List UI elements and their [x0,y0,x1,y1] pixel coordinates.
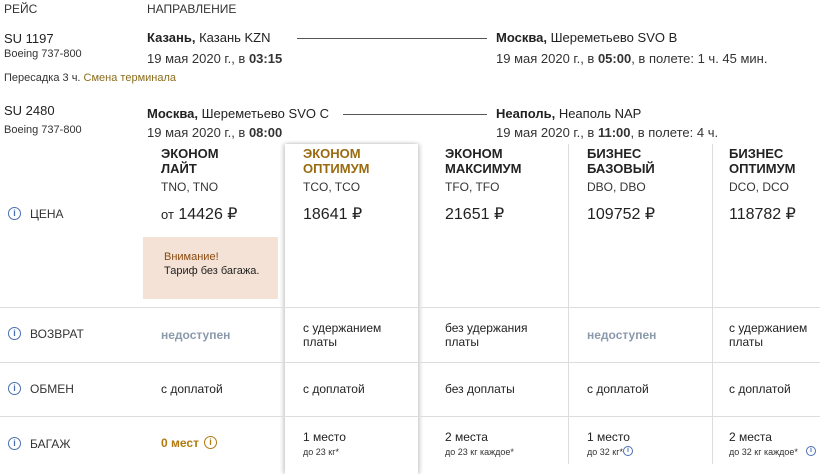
row-divider [0,362,820,363]
arrival-datetime: 19 мая 2020 г., в 11:00, в полете: 4 ч. [496,125,719,140]
aircraft-type: Boeing 737-800 [4,124,82,136]
info-icon[interactable]: i [8,327,21,340]
tariff-code: TCO, TCO [303,180,361,194]
baggage-value: 0 мест [161,436,199,450]
price-value[interactable]: от 14426 ₽ [161,206,238,223]
refund-value: недоступен [161,328,231,342]
terminal-change: Смена терминала [83,72,177,84]
baggage-weight: до 23 кг* [303,447,339,457]
tariff-econom-optimum[interactable]: ЭКОНОМ ОПТИМУМ [303,146,370,176]
column-divider [568,144,569,464]
tariff-econom-maximum[interactable]: ЭКОНОМ МАКСИМУМ [445,146,522,176]
info-icon[interactable]: i [8,382,21,395]
arrival-datetime: 19 мая 2020 г., в 05:00, в полете: 1 ч. 45 мин. [496,51,768,66]
baggage-value: 1 место [587,430,630,444]
price-value[interactable]: 18641 ₽ [303,206,363,223]
info-icon[interactable]: i [204,436,217,449]
baggage-value: 2 места [445,430,488,444]
refund-value: без удержания платы [445,321,528,349]
tariff-code: TNO, TNO [161,180,219,194]
refund-value: с удержанием платы [303,321,382,349]
flight-number: SU 2480 [4,103,55,118]
route-line [297,38,487,39]
baggage-row-label: БАГАЖ [30,437,71,451]
row-divider [0,307,820,308]
exchange-value: без доплаты [445,382,515,396]
info-icon[interactable]: i [623,446,633,456]
price-row-label: ЦЕНА [30,207,64,221]
departure-city: Москва, Шереметьево SVO C [147,106,329,121]
arrival-city: Неаполь, Неаполь NAP [496,106,642,121]
departure-datetime: 19 мая 2020 г., в 08:00 [147,125,283,140]
exchange-row-label: ОБМЕН [30,382,74,396]
exchange-value: с доплатой [161,382,223,396]
baggage-value: 1 место [303,430,346,444]
flight-number: SU 1197 [4,31,54,46]
route-line [343,114,487,115]
exchange-value: с доплатой [729,382,791,396]
baggage-value: 2 места [729,430,772,444]
price-value[interactable]: 21651 ₽ [445,206,505,223]
refund-value: с удержанием платы [729,321,808,349]
tariff-code: DCO, DCO [729,180,789,194]
transfer-info: Пересадка 3 ч. Смена терминала [4,72,177,84]
info-icon[interactable]: i [8,437,21,450]
price-value[interactable]: 109752 ₽ [587,206,656,223]
tariff-code: DBO, DBO [587,180,646,194]
departure-city: Казань, Казань KZN [147,30,271,45]
info-icon[interactable]: i [8,207,21,220]
exchange-value: с доплатой [587,382,649,396]
aircraft-type: Boeing 737-800 [4,48,82,60]
departure-datetime: 19 мая 2020 г., в 03:15 [147,51,283,66]
flight-column-header: РЕЙС [4,2,38,16]
baggage-weight: до 32 кг каждое* [729,447,798,457]
tariff-business-optimum[interactable]: БИЗНЕС ОПТИМУМ [729,146,796,176]
refund-value: недоступен [587,328,657,342]
refund-row-label: ВОЗВРАТ [30,327,84,341]
no-baggage-warning [143,237,278,299]
info-icon[interactable]: i [806,446,816,456]
direction-column-header: НАПРАВЛЕНИЕ [147,2,237,16]
warning-text: Тариф без багажа. [164,265,260,277]
arrival-city: Москва, Шереметьево SVO B [496,30,678,45]
tariff-code: TFO, TFO [445,180,500,194]
tariff-econom-light[interactable]: ЭКОНОМ ЛАЙТ [161,146,219,176]
baggage-weight: до 23 кг каждое* [445,447,514,457]
price-value[interactable]: 118782 ₽ [729,206,796,223]
baggage-weight: до 32 кг* [587,447,623,457]
column-divider [712,144,713,464]
tariff-business-basic[interactable]: БИЗНЕС БАЗОВЫЙ [587,146,655,176]
warning-title: Внимание! [164,251,219,263]
row-divider [0,416,820,417]
exchange-value: с доплатой [303,382,365,396]
